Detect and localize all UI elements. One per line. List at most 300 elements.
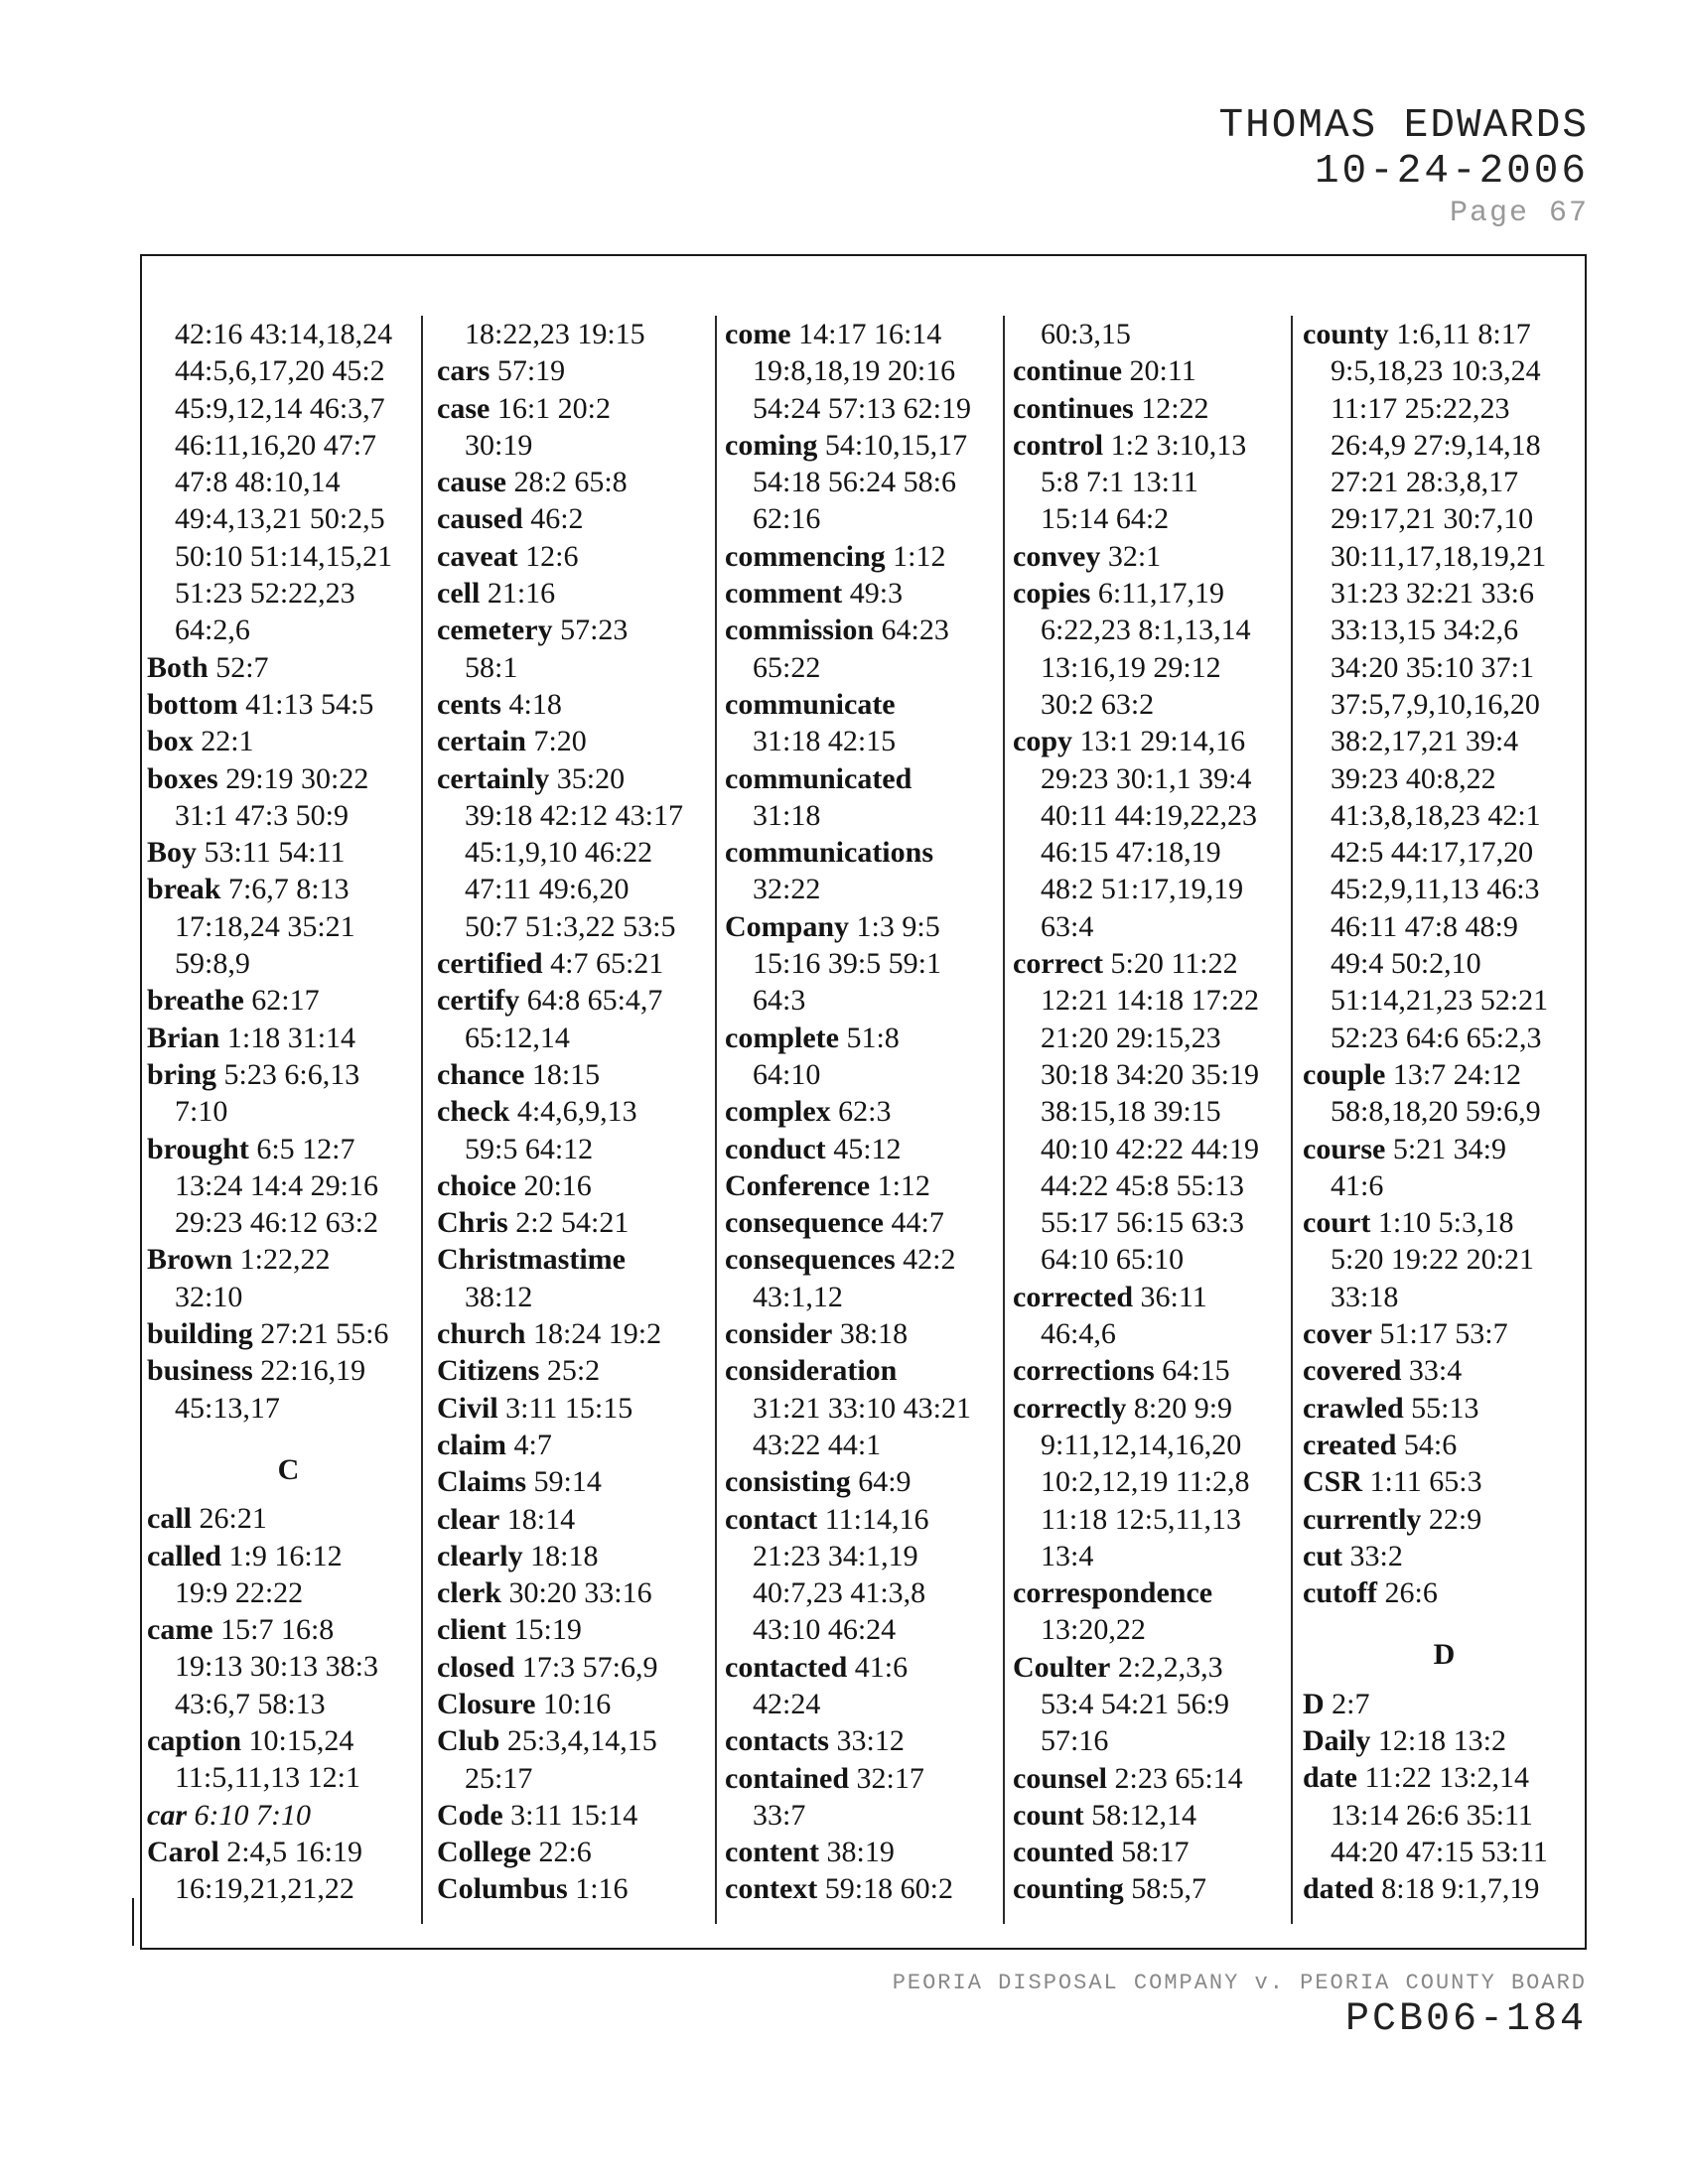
page-line-refs: 40:7,23 41:3,8 [753,1576,926,1610]
index-entry [147,1538,430,1612]
index-term: call [147,1502,192,1536]
index-term: court [1303,1206,1371,1240]
index-term: brought [147,1132,249,1165]
index-entry [147,686,430,723]
index-entry [437,1352,720,1389]
index-entry [437,1722,720,1797]
page-line-refs: 59:5 64:12 [465,1132,594,1165]
page-line-refs: 49:4,13,21 50:2,5 [175,502,385,536]
page-line-refs: 6:10 7:10 [194,1798,311,1832]
page-line-refs: 62:3 [838,1095,892,1129]
page-line-refs: 34:20 35:10 37:1 [1331,650,1535,684]
index-term: Club [437,1724,500,1758]
page-line-refs: 28:2 65:8 [513,466,628,499]
page-line-refs: 41:3,8,18,23 42:1 [1331,798,1541,832]
page-line-refs: 41:6 [1331,1168,1384,1202]
index-term: business [147,1354,253,1388]
index-term: cents [437,687,501,721]
page-line-refs: 1:11 65:3 [1369,1465,1482,1499]
page-line-refs: 64:8 65:4,7 [526,984,663,1018]
page-line-refs: 57:23 [560,614,629,647]
index-term: cars [437,354,491,388]
page-line-refs: 18:15 [531,1057,601,1091]
page-line-refs: 22:16,19 [260,1354,366,1388]
index-entry [1303,1390,1586,1427]
page-line-refs: 1:2 3:10,13 [1110,428,1247,462]
index-term: continues [1013,391,1134,425]
index-entry [437,1056,720,1093]
page-line-refs: 21:20 29:15,23 [1041,1021,1221,1054]
index-entry [147,723,430,759]
index-entry [437,612,720,686]
index-term: check [437,1095,510,1129]
page-line-refs: 31:21 33:10 43:21 [753,1391,972,1425]
page-line-refs: 6:5 12:7 [256,1132,355,1165]
index-entry [725,538,1008,575]
index-term: Brian [147,1021,220,1054]
index-entry [437,945,720,982]
index-entry [1303,1538,1586,1574]
page-line-refs: 50:10 51:14,15,21 [175,539,393,573]
page-line-refs: 10:16 [542,1687,612,1720]
index-term: caption [147,1723,242,1757]
page-line-refs: 4:18 [508,687,562,721]
page-line-refs: 33:2 [1349,1539,1403,1572]
page-line-refs: 42:16 43:14,18,24 [175,318,393,350]
index-term: building [147,1317,253,1351]
index-entry [437,760,720,945]
page-line-refs: 18:24 19:2 [532,1317,662,1351]
page-line-refs: 1:3 9:5 [856,909,940,943]
index-term: complete [725,1021,839,1054]
page-line-refs: 5:20 19:22 20:21 [1331,1243,1535,1277]
page-line-refs: 64:9 [858,1465,912,1499]
index-entry [147,1241,430,1315]
page-line-refs: 38:12 [465,1280,533,1313]
page-line-refs: 38:19 [826,1836,895,1869]
page-line-refs: 1:18 31:14 [226,1021,356,1054]
case-caption: PEORIA DISPOSAL COMPANY v. PEORIA COUNTY BOARD [892,1971,1587,1995]
index-term: consequences [725,1243,896,1277]
page-line-refs: 7:6,7 8:13 [227,873,350,906]
page-line-refs: 16:1 20:2 [496,391,611,425]
page-line-refs: 1:6,11 8:17 [1396,318,1531,350]
page-line-refs: 42:5 44:17,17,20 [1331,836,1534,870]
index-term: convey [1013,539,1101,573]
page-line-refs: 11:22 13:2,14 [1364,1761,1530,1795]
page-line-refs: 33:4 [1408,1354,1463,1388]
page-line-refs: 51:17 53:7 [1379,1317,1508,1351]
index-term: Brown [147,1243,233,1277]
index-term: D [1303,1687,1325,1720]
page-line-refs: 1:22,22 [239,1243,331,1277]
index-entry [725,1093,1008,1130]
index-column-2 [437,316,720,1908]
index-entry [725,1722,1008,1759]
page-line-refs: 31:18 [753,798,821,832]
index-entry [1013,1649,1296,1760]
index-term: cutoff [1303,1576,1377,1610]
page-line-refs: 33:13,15 34:2,6 [1331,614,1519,647]
page-line-refs: 2:7 [1332,1687,1370,1720]
index-entry [1013,945,1296,1279]
index-term: correspondence [1013,1576,1213,1610]
index-term: bring [147,1057,217,1091]
page-line-refs: 20:11 [1129,354,1196,388]
index-term: coming [725,428,818,462]
index-entry [147,1834,430,1908]
index-entry [725,575,1008,612]
index-entry [1303,1686,1586,1722]
page-line-refs: 12:21 14:18 17:22 [1041,984,1260,1018]
page-line-refs: 22:6 [538,1836,592,1869]
page-line-refs: 48:2 51:17,19,19 [1041,873,1244,906]
page-line-refs: 64:15 [1162,1354,1230,1388]
index-entry [437,1390,720,1427]
margin-mark [132,1898,134,1946]
index-entry [1013,390,1296,427]
index-term: chance [437,1057,525,1091]
index-term: contacted [725,1650,848,1684]
page-line-refs: 55:17 56:15 63:3 [1041,1206,1245,1240]
page-line-refs: 2:2,2,3,3 [1117,1650,1223,1684]
index-entry [147,760,430,835]
page-line-refs: 4:4,6,9,13 [516,1095,637,1129]
index-entry [725,686,1008,760]
page-line-refs: 17:18,24 35:21 [175,909,355,943]
index-entry [725,427,1008,538]
page-line-refs: 18:14 [506,1502,576,1536]
index-term: clear [437,1502,500,1536]
index-entry [437,1538,720,1574]
index-term: certify [437,984,520,1018]
page-line-refs: 43:1,12 [753,1280,843,1313]
index-entry [1013,538,1296,575]
page-line-refs: 54:18 56:24 58:6 [753,466,957,499]
page-line-refs: 21:23 34:1,19 [753,1539,918,1572]
index-term: certain [437,725,526,758]
index-term: boxes [147,761,218,795]
page-line-refs: 2:4,5 16:19 [226,1835,362,1868]
index-term: corrections [1013,1354,1155,1388]
page-line-refs: 13:4 [1041,1539,1094,1572]
index-entry [725,1241,1008,1315]
page-line-refs: 44:20 47:15 53:11 [1331,1835,1548,1868]
page-line-refs: 29:17,21 30:7,10 [1331,502,1534,536]
index-term: couple [1303,1057,1386,1091]
page-line-refs: 9:5,18,23 10:3,24 [1331,354,1541,388]
index-entry [1013,575,1296,723]
index-term: counting [1013,1872,1124,1906]
index-entry [437,538,720,575]
index-entry [1013,1870,1296,1907]
page-line-refs: 47:11 49:6,20 [465,873,630,906]
page-line-refs: 58:8,18,20 59:6,9 [1331,1095,1541,1129]
index-term: consideration [725,1354,898,1388]
column-divider [715,316,717,1924]
index-term: clearly [437,1539,523,1572]
page-line-refs: 27:21 28:3,8,17 [1331,466,1519,499]
index-term: contact [725,1502,818,1536]
index-entry [1013,1834,1296,1870]
index-entry [437,1501,720,1538]
index-term: content [725,1836,819,1869]
page-line-refs: 10:15,24 [248,1723,354,1757]
page-line-refs: 32:17 [856,1761,924,1795]
index-term: cut [1303,1539,1342,1572]
page-line-refs: 62:16 [753,502,821,536]
page-line-refs: 54:6 [1403,1428,1458,1461]
index-term: correct [1013,947,1104,981]
index-entry [437,1797,720,1834]
index-entry [437,1241,720,1315]
page-line-refs: 64:2,6 [175,614,250,647]
page-line-refs: 8:20 9:9 [1133,1391,1233,1425]
page-line-refs: 60:3,15 [1041,318,1131,350]
index-entry [437,352,720,389]
page-line-refs: 42:24 [753,1687,821,1720]
page-line-refs: 37:5,7,9,10,16,20 [1331,687,1540,721]
page-line-refs: 41:13 54:5 [245,687,374,721]
page-line-refs: 13:14 26:6 35:11 [1331,1798,1533,1832]
page-line-refs: 47:8 48:10,14 [175,466,341,499]
page-line-refs: 9:11,12,14,16,20 [1041,1428,1242,1461]
page-line-refs: 4:7 65:21 [550,947,664,981]
index-term: conduct [725,1132,826,1165]
index-term: Code [437,1798,503,1832]
index-term: CSR [1303,1465,1363,1499]
index-term: cell [437,577,481,611]
page-line-refs: 64:3 [753,984,806,1018]
index-entry [725,908,1008,1020]
index-term: Christmastime [437,1243,626,1277]
page-line-refs: 59:14 [533,1465,602,1499]
column-divider [1291,316,1293,1924]
page-line-refs: 35:20 [556,761,626,795]
index-entry [725,316,1008,427]
page-line-refs: 41:6 [854,1650,909,1684]
index-entry [725,1463,1008,1500]
page-line-refs: 59:8,9 [175,947,250,981]
page-line-refs: 6:22,23 8:1,13,14 [1041,614,1251,647]
index-entry [437,1204,720,1241]
page-line-refs: 19:13 30:13 38:3 [175,1650,379,1684]
page-line-refs: 11:14,16 [824,1502,929,1536]
page-line-refs: 7:10 [175,1095,228,1129]
index-term: Both [147,650,209,684]
index-entry [1013,1352,1296,1389]
index-entry [437,1870,720,1907]
index-term: county [1303,318,1389,350]
index-entry [725,1352,1008,1463]
page-line-refs: 45:2,9,11,13 46:3 [1331,873,1540,906]
page-line-refs: 49:4 50:2,10 [1331,947,1481,981]
page-line-refs: 12:6 [525,539,579,573]
page-line-refs: 20:16 [523,1168,592,1202]
index-entry [147,1797,430,1834]
index-term: date [1303,1761,1357,1795]
index-term: certified [437,947,543,981]
index-entry [437,1611,720,1648]
page-line-refs: 25:17 [465,1761,533,1795]
page-line-refs: 46:4,6 [1041,1317,1116,1351]
index-entry [1013,1574,1296,1649]
page-line-refs: 6:11,17,19 [1097,577,1225,611]
page-line-refs: 22:1 [201,725,254,758]
index-term: Daily [1303,1723,1371,1757]
page-line-refs: 30:19 [465,428,533,462]
page-line-refs: 11:18 12:5,11,13 [1041,1502,1241,1536]
page-line-refs: 59:18 60:2 [824,1872,953,1906]
index-term: crawled [1303,1391,1404,1425]
index-term: caused [437,502,523,536]
index-entry [1303,1870,1586,1907]
index-term: box [147,725,194,758]
page-line-refs: 38:18 [839,1317,909,1351]
column-divider [1003,316,1005,1924]
page-line-refs: 15:19 [513,1613,582,1647]
page-line-refs: 52:23 64:6 65:2,3 [1331,1021,1542,1054]
index-column-5 [1303,316,1586,1907]
index-term: cemetery [437,614,553,647]
index-entry [1303,1501,1586,1538]
page-line-refs: 2:23 65:14 [1114,1761,1243,1795]
index-term: came [147,1613,213,1647]
index-entry [725,1834,1008,1870]
index-entry [1013,427,1296,538]
page-line-refs: 44:5,6,17,20 45:2 [175,354,385,388]
page-line-refs: 65:22 [753,650,821,684]
index-entry [1303,1352,1586,1389]
index-term: choice [437,1168,516,1202]
index-term: communicate [725,687,896,721]
index-entry [725,1501,1008,1649]
page-line-refs: 12:18 13:2 [1377,1723,1507,1757]
index-term: currently [1303,1502,1422,1536]
page-line-refs: 17:3 57:6,9 [521,1650,658,1684]
index-entry [1303,1722,1586,1759]
page-line-refs: 64:23 [881,614,949,647]
page-line-refs: 11:5,11,13 12:1 [175,1761,360,1795]
page-line-refs: 39:18 42:12 43:17 [465,798,684,832]
page-line-refs: 58:17 [1121,1836,1190,1869]
page-line-refs: 26:6 [1384,1576,1438,1610]
index-entry [437,1427,720,1463]
index-entry [1303,1315,1586,1352]
page-line-refs: 44:22 45:8 55:13 [1041,1168,1245,1202]
index-term: counted [1013,1836,1114,1869]
page-line-refs: 31:23 32:21 33:6 [1331,577,1535,611]
index-term: church [437,1317,526,1351]
index-term: Company [725,909,850,943]
section-letter: C [277,1452,300,1486]
index-entry [1013,723,1296,945]
index-term: client [437,1613,506,1647]
page-line-refs: 62:17 [251,984,320,1018]
page-line-refs: 64:10 [753,1057,821,1091]
index-term: Closure [437,1687,536,1720]
index-term: communicated [725,761,912,795]
index-entry [725,834,1008,908]
index-entry [437,500,720,537]
index-entry [1013,352,1296,389]
page-line-refs: 19:9 22:22 [175,1575,304,1609]
index-term: complex [725,1095,831,1129]
index-term: Claims [437,1465,526,1499]
page-line-refs: 43:22 44:1 [753,1428,882,1461]
index-term: copy [1013,725,1072,758]
index-term: continue [1013,354,1123,388]
index-term: come [725,318,791,350]
index-entry [1303,1574,1586,1611]
index-entry [1303,1759,1586,1870]
index-entry [1303,1463,1586,1500]
page-line-refs: 45:9,12,14 46:3,7 [175,391,385,425]
index-entry [1013,316,1296,352]
page-line-refs: 12:22 [1141,391,1209,425]
page-line-refs: 21:16 [487,577,556,611]
index-term: breathe [147,984,244,1018]
page-line-refs: 30:2 63:2 [1041,687,1155,721]
page-line-refs: 11:17 25:22,23 [1331,391,1510,425]
index-term: corrected [1013,1280,1134,1313]
index-entry [725,1870,1008,1907]
index-entry [437,686,720,723]
index-term: College [437,1836,531,1869]
index-entry [147,1020,430,1056]
page-line-refs: 16:19,21,21,22 [175,1872,354,1906]
page-line-refs: 13:24 14:4 29:16 [175,1168,379,1202]
index-term: commission [725,614,874,647]
page-line-refs: 53:4 54:21 56:9 [1041,1687,1230,1720]
page-line-refs: 10:2,12,19 11:2,8 [1041,1465,1250,1499]
page-line-refs: 25:2 [546,1354,601,1388]
page-line-refs: 15:7 16:8 [220,1613,335,1647]
index-entry [725,1315,1008,1352]
page-line-refs: 44:7 [891,1206,944,1240]
index-term: Coulter [1013,1650,1111,1684]
page-line-refs: 30:20 33:16 [508,1576,652,1610]
index-term: Boy [147,836,198,870]
page-line-refs: 32:10 [175,1280,243,1313]
page-line-refs: 18:22,23 19:15 [465,318,645,350]
index-entry [147,1500,430,1537]
index-entry [437,1093,720,1167]
index-term: Chris [437,1206,508,1240]
index-term: certainly [437,761,550,795]
page-line-refs: 13:7 24:12 [1392,1057,1522,1091]
index-term: cover [1303,1317,1372,1351]
index-term: contained [725,1761,850,1795]
index-entry [437,1649,720,1686]
index-entry [1303,1056,1586,1131]
index-entry [725,1131,1008,1167]
index-entry [1303,1427,1586,1463]
index-entry [147,834,430,871]
index-term: caveat [437,539,518,573]
page-number: Page 67 [1449,197,1589,230]
page-line-refs: 32:1 [1107,539,1162,573]
index-entry [725,760,1008,835]
page-line-refs: 30:11,17,18,19,21 [1331,539,1547,573]
index-term: Civil [437,1391,498,1425]
index-entry [437,316,720,352]
index-term: control [1013,428,1104,462]
page-line-refs: 31:1 47:3 50:9 [175,798,350,832]
page-line-refs: 33:7 [753,1798,806,1832]
index-entry [437,575,720,612]
page-line-refs: 33:12 [836,1724,905,1758]
